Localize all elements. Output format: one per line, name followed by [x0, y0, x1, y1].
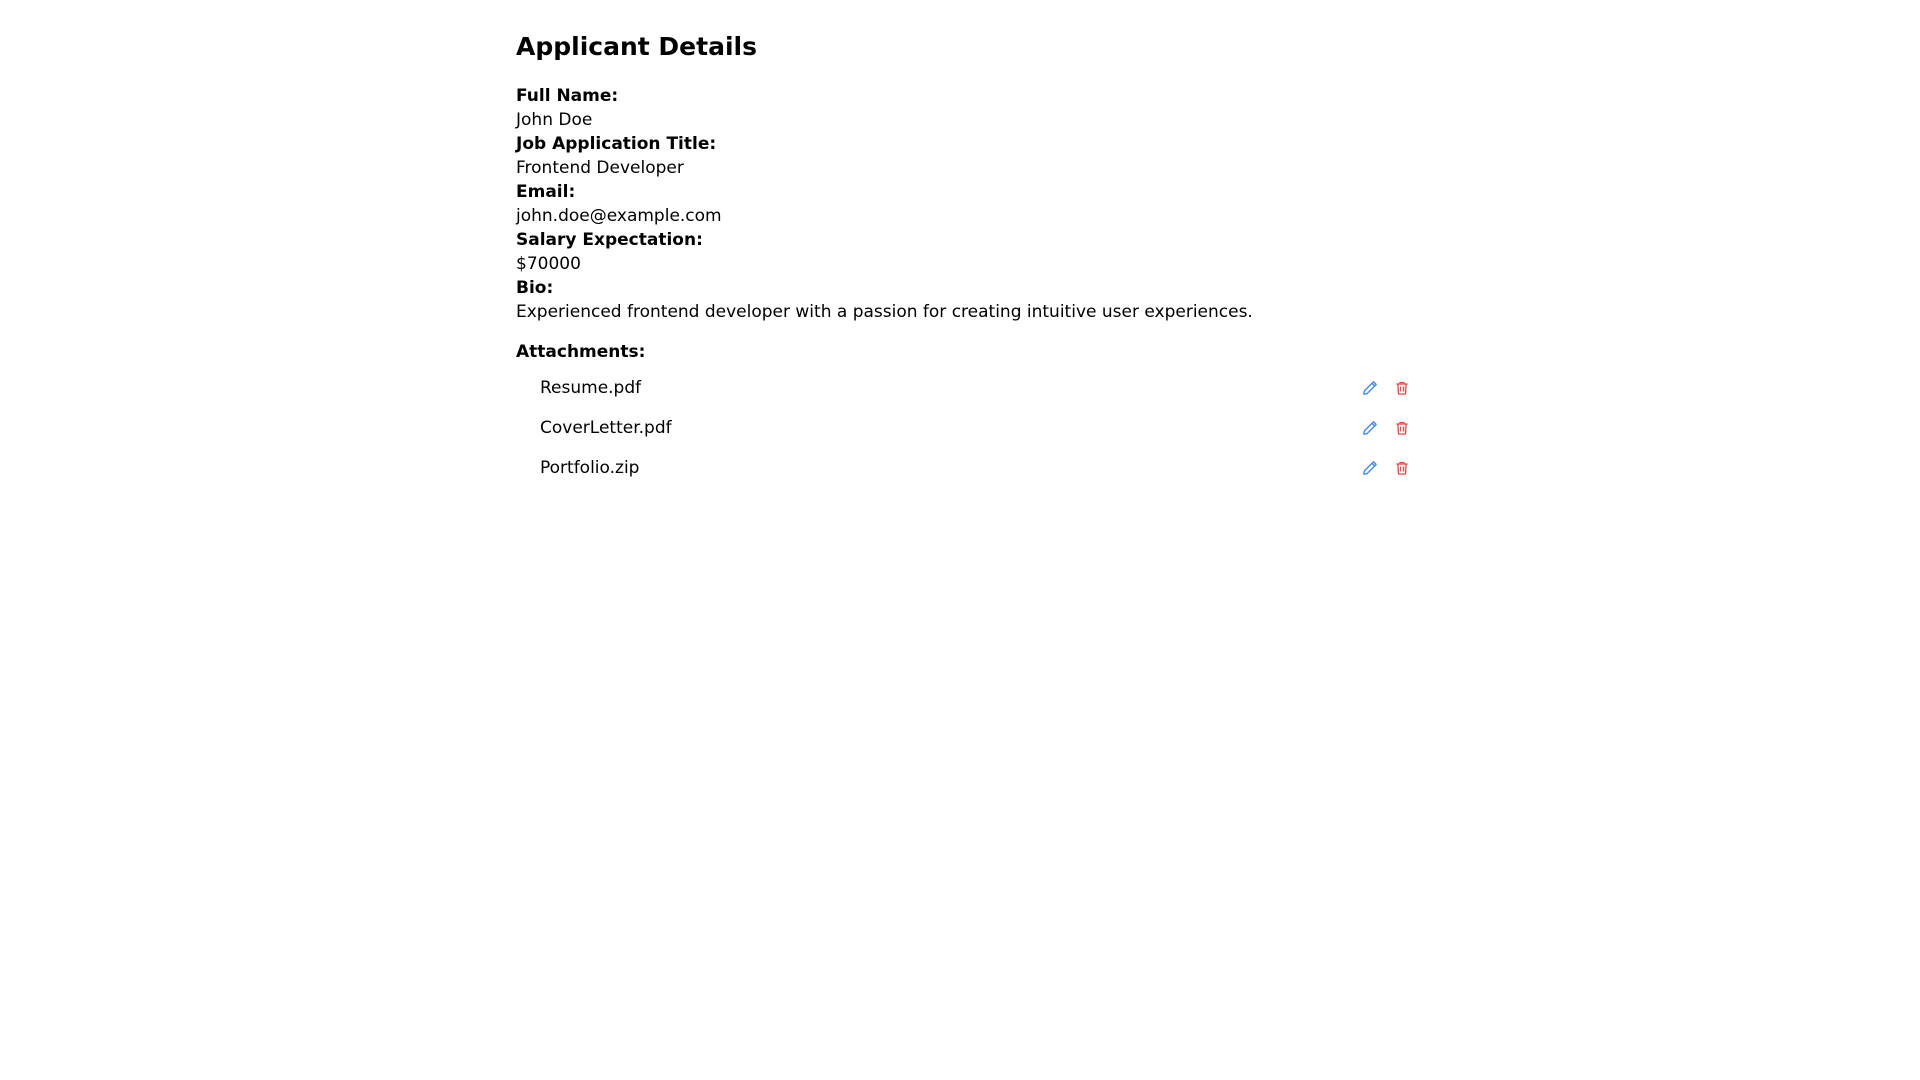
- trash-icon[interactable]: [1392, 378, 1412, 398]
- attachment-name: CoverLetter.pdf: [540, 418, 672, 438]
- field-value: john.doe@example.com: [516, 206, 722, 226]
- attachment-name: Resume.pdf: [540, 378, 642, 398]
- field-label: Salary Expectation:: [516, 230, 703, 250]
- attachment-actions: [1360, 458, 1412, 478]
- field-label: Bio:: [516, 278, 554, 298]
- trash-icon[interactable]: [1392, 458, 1412, 478]
- attachment-item: [516, 448, 1412, 488]
- field-value: Frontend Developer: [516, 158, 684, 178]
- pencil-icon[interactable]: [1360, 418, 1380, 438]
- applicant-details-panel: [516, 30, 1412, 488]
- field-bio: [516, 276, 1412, 324]
- field-value: John Doe: [516, 110, 593, 130]
- field-job-title: [516, 132, 1412, 180]
- field-label: Job Application Title:: [516, 134, 717, 154]
- page-title: Applicant Details: [516, 32, 757, 61]
- trash-icon[interactable]: [1392, 418, 1412, 438]
- field-full-name: [516, 84, 1412, 132]
- attachment-item: [516, 408, 1412, 448]
- attachment-name: Portfolio.zip: [540, 458, 640, 478]
- attachment-actions: [1360, 418, 1412, 438]
- attachment-item: [516, 368, 1412, 408]
- field-label: Full Name:: [516, 86, 619, 106]
- attachment-list: [516, 368, 1412, 488]
- field-value: $70000: [516, 254, 581, 274]
- field-salary: [516, 228, 1412, 276]
- attachments-heading: Attachments:: [516, 342, 646, 362]
- field-value: Experienced frontend developer with a passion for creating intuitive user experiences.: [516, 302, 1253, 322]
- pencil-icon[interactable]: [1360, 378, 1380, 398]
- pencil-icon[interactable]: [1360, 458, 1380, 478]
- field-label: Email:: [516, 182, 576, 202]
- field-email: [516, 180, 1412, 228]
- attachment-actions: [1360, 378, 1412, 398]
